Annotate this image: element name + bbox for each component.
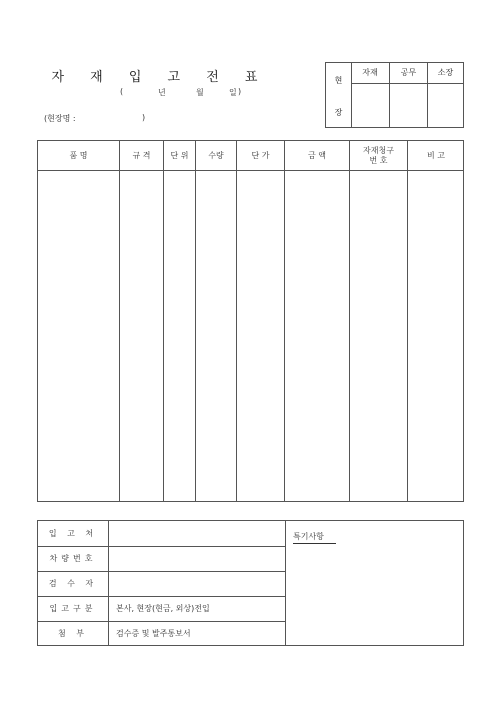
header-request-number-line2: 번 호 <box>369 155 388 165</box>
column-divider <box>349 141 350 501</box>
date-month-label: 월 <box>196 88 204 97</box>
approval-col-manager <box>428 63 463 127</box>
approval-head-material: 자재 <box>351 63 389 84</box>
approval-col-material <box>351 63 390 127</box>
receipt-value-type[interactable]: 본사, 현장(현금, 외상)전입 <box>116 604 210 613</box>
header-remarks: 비 고 <box>427 150 445 160</box>
header-request-number <box>350 141 407 170</box>
approval-head-manager: 소장 <box>428 63 463 84</box>
column-divider <box>236 141 237 501</box>
receipt-label-vehicle: 차량번호 <box>38 546 109 571</box>
receipt-row-attachment <box>38 621 285 645</box>
approval-side-top: 현 <box>334 76 343 85</box>
column-divider <box>195 141 196 501</box>
approval-side-bottom: 장 <box>334 108 343 117</box>
receipt-row-vehicle <box>38 546 285 572</box>
header-amount: 금 액 <box>308 150 326 160</box>
column-divider <box>284 141 285 501</box>
column-divider <box>119 141 120 501</box>
receipt-row-supplier <box>38 521 285 547</box>
date-day-label: 일 <box>229 88 237 97</box>
receipt-info-table <box>37 520 464 646</box>
special-notes-label: 특기사항 <box>293 531 336 544</box>
column-divider <box>407 141 408 501</box>
site-name-label: (현장명 : <box>44 114 76 123</box>
special-notes-divider <box>285 521 286 645</box>
header-unit: 단 위 <box>170 150 189 160</box>
header-item-name: 품 명 <box>69 150 88 160</box>
receipt-label-supplier: 입 고 처 <box>38 521 109 546</box>
receipt-value-attachment[interactable]: 검수증 및 발주통보서 <box>116 629 191 638</box>
form-title: 자 재 입 고 전 표 <box>51 70 269 85</box>
header-unit-price: 단 가 <box>251 150 270 160</box>
receipt-label-inspector: 검 수 자 <box>38 571 109 596</box>
header-quantity: 수량 <box>208 150 224 160</box>
header-spec: 규 격 <box>132 150 151 160</box>
header-request-number-line1: 자재청구 <box>363 145 394 155</box>
site-name-close: ) <box>142 113 146 122</box>
receipt-label-type: 입고구분 <box>38 596 109 621</box>
approval-box <box>325 62 464 128</box>
approval-col-engineering <box>390 63 428 127</box>
date-close-paren: ) <box>238 87 242 96</box>
approval-head-engineering: 공무 <box>390 63 427 84</box>
receipt-row-inspector <box>38 571 285 597</box>
receipt-label-attachment: 첨 부 <box>38 621 109 646</box>
items-table <box>37 140 464 502</box>
approval-side-label <box>326 63 352 127</box>
receipt-row-type <box>38 596 285 622</box>
date-year-label: 년 <box>158 88 166 97</box>
date-open-paren: ( <box>120 87 124 96</box>
column-divider <box>163 141 164 501</box>
